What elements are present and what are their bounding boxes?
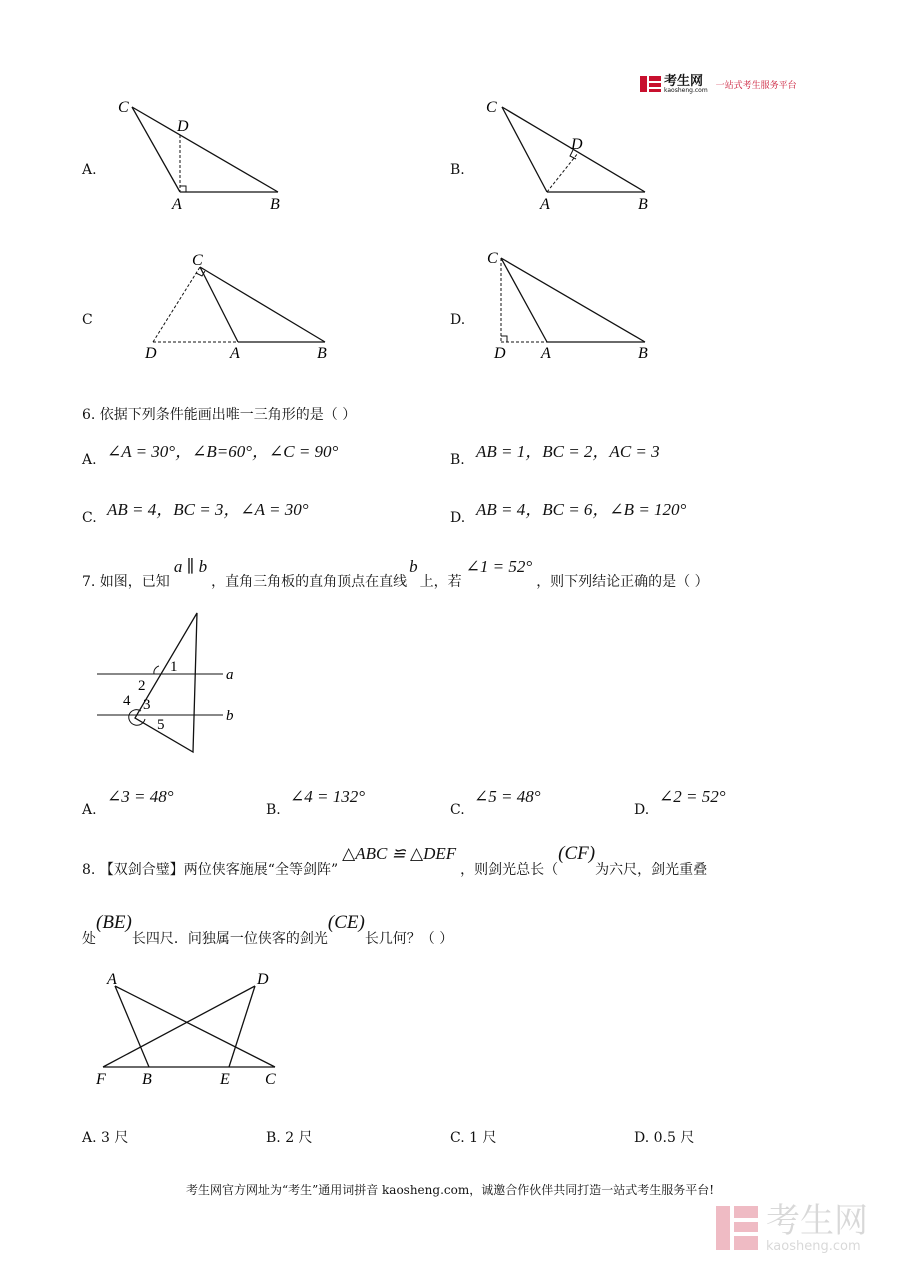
fig-b-label-c: C xyxy=(486,99,497,116)
q7-option-d-label: D. xyxy=(634,802,650,818)
q8-label-e: E xyxy=(220,1071,230,1088)
fig-b-label-b: B xyxy=(638,196,648,213)
q6-stem: 6. 依据下列条件能画出唯一三角形的是（ ） xyxy=(82,407,357,423)
q8-label-c: C xyxy=(265,1071,276,1088)
q6-option-a-text: ∠A = 30°，∠B=60°，∠C = 90° xyxy=(107,442,339,461)
q6-option-b-label: B. xyxy=(450,452,465,468)
q7-label-a: a xyxy=(226,667,234,683)
watermark xyxy=(716,1202,868,1254)
logo-mark-icon xyxy=(640,74,662,94)
q6-option-c-label: C. xyxy=(82,510,97,526)
q5-figure-c xyxy=(140,245,340,365)
watermark-sub: kaosheng.com xyxy=(766,1238,861,1254)
q5-figure-d xyxy=(480,245,670,365)
q8-stem-part1: 8. 【双剑合璧】两位侠客施展“全等剑阵” xyxy=(82,862,339,878)
logo-sub: kaosheng.com xyxy=(664,86,708,94)
q8-stem-ce: (CE) xyxy=(327,912,365,933)
q8-stem-triangles: △ABC ≌ △DEF xyxy=(342,844,457,863)
q8-stem-line1 xyxy=(82,843,708,878)
q8-stem-part6: 长几何？（ ） xyxy=(364,931,454,947)
fig-d-label-d: D xyxy=(494,345,506,362)
q7-figure xyxy=(95,605,245,760)
q7-option-a-text: ∠3 = 48° xyxy=(107,787,174,806)
q8-label-a: A xyxy=(107,971,117,988)
q7-stem-part1: 7. 如图，已知 xyxy=(82,574,170,590)
q8-stem-part5: 长四尺．问独属一位侠客的剑光 xyxy=(131,931,328,947)
fig-a-label-b: B xyxy=(270,196,280,213)
q7-option-c-label: C. xyxy=(450,802,465,818)
fig-a-label-a: A xyxy=(172,196,182,213)
q8-figure xyxy=(95,968,285,1093)
q8-stem-line2 xyxy=(82,912,454,947)
q8-stem-be: (BE) xyxy=(96,912,132,933)
q7-stem xyxy=(82,557,709,597)
q5-option-d-label: D. xyxy=(450,312,466,328)
q8-stem-part2: ，则剑光总长（ xyxy=(460,862,559,878)
q7-label-4: 4 xyxy=(123,693,131,709)
fig-d-label-c: C xyxy=(487,250,498,267)
q7-stem-part4: ，则下列结论正确的是（ ） xyxy=(536,574,709,590)
q8-stem-cf: (CF) xyxy=(558,843,596,864)
q8-option-d: D. 0.5 尺 xyxy=(634,1130,695,1146)
q8-option-b: B. 2 尺 xyxy=(266,1130,313,1146)
header-logo xyxy=(640,73,797,95)
q8-label-b: B xyxy=(142,1071,152,1088)
watermark-text: 考生网 xyxy=(766,1200,868,1241)
q7-label-2: 2 xyxy=(138,678,146,694)
q7-option-d-text: ∠2 = 52° xyxy=(659,787,726,806)
q7-option-c-text: ∠5 = 48° xyxy=(474,787,541,806)
q8-stem-part3: 为六尺，剑光重叠 xyxy=(595,862,708,878)
q7-label-5: 5 xyxy=(157,717,165,733)
header-tagline: 一站式考生服务平台 xyxy=(715,80,797,91)
q8-label-f: F xyxy=(96,1071,106,1088)
q6-option-c-text: AB = 4，BC = 3，∠A = 30° xyxy=(107,500,309,519)
fig-b-label-d: D xyxy=(571,136,583,153)
watermark-mark-icon xyxy=(716,1202,760,1254)
q7-label-b: b xyxy=(226,708,234,724)
q6-option-d-text: AB = 4，BC = 6，∠B = 120° xyxy=(476,500,687,519)
fig-d-label-a: A xyxy=(541,345,551,362)
logo-text: 考生网 xyxy=(664,73,704,89)
q7-label-1: 1 xyxy=(170,659,178,675)
q5-option-b-label: B. xyxy=(450,162,465,178)
q7-stem-part3: 上，若 xyxy=(419,574,462,590)
q7-stem-condition: a ∥ b xyxy=(173,557,208,576)
q8-option-a: A. 3 尺 xyxy=(82,1130,129,1146)
page-footer: 考生网官方网址为“考生”通用词拼音 kaosheng.com，诚邀合作伙伴共同打造一站式考生服务平台! xyxy=(185,1183,715,1197)
fig-a-label-c: C xyxy=(118,99,129,116)
q5-figure-a xyxy=(110,95,300,215)
q8-label-d: D xyxy=(257,971,269,988)
fig-d-label-b: B xyxy=(638,345,648,362)
q5-figure-b xyxy=(480,95,670,215)
q8-stem-part4: 处 xyxy=(82,931,96,947)
q5-option-c-label: C xyxy=(82,312,93,328)
q6-option-a-label: A. xyxy=(82,452,97,468)
q5-option-a-label: A. xyxy=(82,162,97,178)
q7-stem-line-b: b xyxy=(409,557,418,576)
fig-a-label-d: D xyxy=(177,118,189,135)
q7-label-3: 3 xyxy=(143,697,151,713)
q7-option-b-text: ∠4 = 132° xyxy=(290,787,366,806)
fig-b-label-a: A xyxy=(540,196,550,213)
q7-stem-angle: ∠1 = 52° xyxy=(465,557,533,576)
q7-stem-part2: ，直角三角板的直角顶点在直线 xyxy=(211,574,408,590)
fig-c-label-b: B xyxy=(317,345,327,362)
q6-option-b-text: AB = 1，BC = 2，AC = 3 xyxy=(476,442,660,461)
fig-c-label-a: A xyxy=(230,345,240,362)
q6-option-d-label: D. xyxy=(450,510,466,526)
q8-option-c: C. 1 尺 xyxy=(450,1130,497,1146)
q7-option-b-label: B. xyxy=(266,802,281,818)
fig-c-label-c: C xyxy=(192,252,203,269)
q7-option-a-label: A. xyxy=(82,802,97,818)
fig-c-label-d: D xyxy=(145,345,157,362)
